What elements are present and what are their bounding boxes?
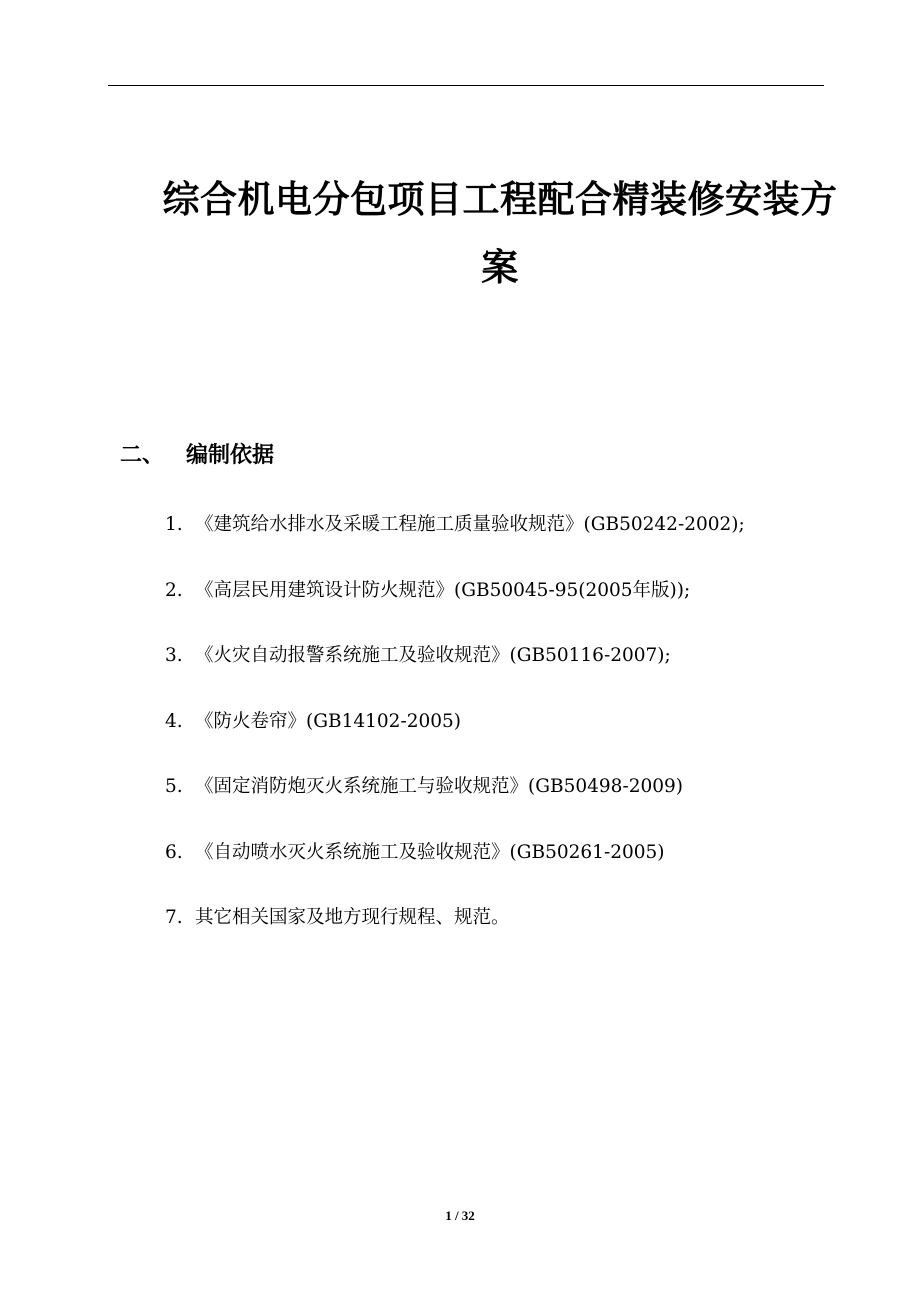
list-item-index: 2. (165, 579, 183, 601)
list-item-text: 《固定消防炮灭火系统施工与验收规范》(GB50498-2009) (195, 776, 683, 797)
list-item (165, 507, 745, 573)
list-item-text: 《建筑给水排水及采暖工程施工质量验收规范》(GB50242-2002); (195, 514, 745, 535)
list-item-text: 《高层民用建筑设计防火规范》(GB50045-95(2005年版)); (195, 579, 691, 601)
list-item (165, 835, 745, 901)
list-item-index: 3. (165, 645, 183, 666)
header-rule (108, 85, 824, 86)
list-item-text: 《防火卷帘》(GB14102-2005) (195, 710, 461, 732)
list-item-index: 4. (165, 710, 183, 732)
list-item (165, 900, 745, 966)
list-item-index: 1. (165, 514, 183, 535)
list-item-index: 6. (165, 841, 183, 863)
reference-list (165, 507, 745, 966)
document-title: 综合机电分包项目工程配合精装修安装方案 (162, 178, 838, 289)
list-item-text: 《自动喷水灭火系统施工及验收规范》(GB50261-2005) (195, 841, 665, 863)
list-item (165, 704, 745, 770)
list-item-index: 7. (165, 907, 183, 928)
page-number: 1 / 32 (445, 1208, 475, 1223)
list-item-text: 其它相关国家及地方现行规程、规范。 (195, 907, 510, 928)
list-item-text: 《火灾自动报警系统施工及验收规范》(GB50116-2007); (195, 645, 671, 666)
list-item (165, 769, 745, 835)
list-item-index: 5. (165, 776, 183, 797)
list-item (165, 573, 745, 639)
section-title: 编制依据 (186, 443, 275, 468)
section-number: 二、 (120, 443, 165, 468)
section-heading (120, 438, 274, 474)
list-item (165, 638, 745, 704)
